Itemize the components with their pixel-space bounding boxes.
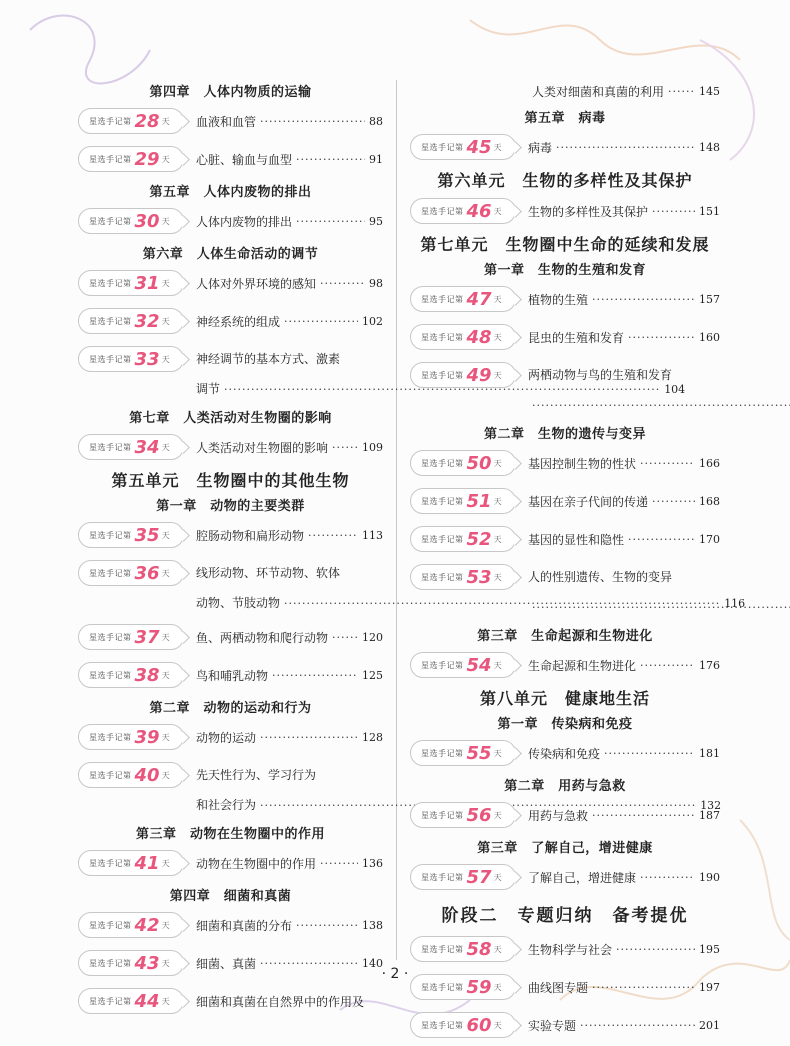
toc-entry[interactable] bbox=[78, 844, 383, 882]
entry-page: 140 bbox=[362, 956, 383, 970]
leader-dots bbox=[628, 533, 695, 546]
badge-day-number: 41 bbox=[134, 852, 160, 874]
badge-day-number: 38 bbox=[134, 664, 160, 686]
leader-dots bbox=[532, 399, 790, 412]
entry-page: 195 bbox=[699, 942, 720, 956]
entry-title: 人体内废物的排出 bbox=[196, 214, 293, 229]
badge-prefix: 星选手记第 bbox=[89, 920, 132, 930]
entry-title: 基因控制生物的性状 bbox=[528, 456, 637, 471]
badge-day-number: 57 bbox=[466, 866, 492, 888]
badge-day-number: 51 bbox=[466, 490, 492, 512]
badge-prefix: 星选手记第 bbox=[421, 534, 464, 544]
day-badge bbox=[78, 346, 184, 372]
entry-title: 鱼、两栖动物和爬行动物 bbox=[196, 630, 329, 645]
badge-suffix: 天 bbox=[161, 996, 170, 1006]
day-badge bbox=[78, 662, 184, 688]
day-badge bbox=[410, 802, 516, 828]
entry-page: 190 bbox=[699, 870, 720, 884]
badge-day-number: 36 bbox=[134, 562, 160, 584]
entry-page: 91 bbox=[369, 152, 383, 166]
badge-prefix: 星选手记第 bbox=[89, 568, 132, 578]
badge-day-number: 50 bbox=[466, 452, 492, 474]
entry-title: 细菌、真菌 bbox=[196, 956, 257, 971]
leader-dots bbox=[260, 115, 365, 128]
badge-suffix: 天 bbox=[161, 442, 170, 452]
badge-prefix: 星选手记第 bbox=[421, 370, 464, 380]
entry-page: 95 bbox=[369, 214, 383, 228]
entry-title: 传染病和免疫 bbox=[528, 746, 601, 761]
day-badge bbox=[78, 988, 184, 1014]
badge-prefix: 星选手记第 bbox=[421, 572, 464, 582]
badge-prefix: 星选手记第 bbox=[89, 216, 132, 226]
badge-suffix: 天 bbox=[493, 1020, 502, 1030]
badge-prefix: 星选手记第 bbox=[421, 810, 464, 820]
badge-suffix: 天 bbox=[161, 770, 170, 780]
unit-heading: 第八单元 健康地生活 bbox=[479, 688, 650, 708]
chapter-heading: 第一章 动物的主要类群 bbox=[156, 498, 305, 514]
badge-prefix: 星选手记第 bbox=[89, 278, 132, 288]
day-badge bbox=[410, 564, 516, 590]
badge-day-number: 28 bbox=[134, 110, 160, 132]
entry-title: 细菌和真菌在自然界中的作用及 bbox=[196, 994, 365, 1009]
day-badge bbox=[78, 762, 184, 788]
day-badge bbox=[410, 134, 516, 160]
unit-heading: 第六单元 生物的多样性及其保护 bbox=[437, 170, 693, 190]
toc-entry[interactable] bbox=[78, 140, 383, 178]
badge-suffix: 天 bbox=[493, 872, 502, 882]
badge-prefix: 星选手记第 bbox=[89, 858, 132, 868]
toc-entry[interactable] bbox=[78, 906, 383, 944]
toc-entry[interactable] bbox=[78, 302, 383, 340]
badge-day-number: 52 bbox=[466, 528, 492, 550]
badge-day-number: 34 bbox=[134, 436, 160, 458]
badge-suffix: 天 bbox=[493, 496, 502, 506]
leader-dots bbox=[640, 659, 695, 672]
entry-title: 生物科学与社会 bbox=[528, 942, 613, 957]
badge-suffix: 天 bbox=[493, 944, 502, 954]
day-badge bbox=[410, 488, 516, 514]
day-badge bbox=[78, 208, 184, 234]
toc-entry[interactable] bbox=[78, 102, 383, 140]
badge-prefix: 星选手记第 bbox=[89, 958, 132, 968]
entry-title: 植物的生殖 bbox=[528, 292, 589, 307]
badge-day-number: 54 bbox=[466, 654, 492, 676]
badge-day-number: 45 bbox=[466, 136, 492, 158]
entry-page: 197 bbox=[699, 980, 720, 994]
entry-page: 120 bbox=[362, 630, 383, 644]
badge-suffix: 天 bbox=[493, 370, 502, 380]
badge-day-number: 47 bbox=[466, 288, 492, 310]
entry-page: 181 bbox=[699, 746, 720, 760]
badge-day-number: 43 bbox=[134, 952, 160, 974]
badge-day-number: 44 bbox=[134, 990, 160, 1012]
badge-prefix: 星选手记第 bbox=[421, 1020, 464, 1030]
entry-title: 腔肠动物和扁形动物 bbox=[196, 528, 305, 543]
entry-page: 98 bbox=[369, 276, 383, 290]
toc-entry[interactable] bbox=[78, 428, 383, 466]
badge-suffix: 天 bbox=[493, 332, 502, 342]
leader-dots bbox=[320, 857, 358, 870]
badge-prefix: 星选手记第 bbox=[421, 660, 464, 670]
day-badge bbox=[78, 270, 184, 296]
badge-suffix: 天 bbox=[493, 142, 502, 152]
entry-page: 113 bbox=[362, 528, 383, 542]
badge-suffix: 天 bbox=[493, 294, 502, 304]
day-badge bbox=[410, 936, 516, 962]
entry-title: 动物在生物圈中的作用 bbox=[196, 856, 317, 871]
badge-prefix: 星选手记第 bbox=[89, 732, 132, 742]
toc-entry[interactable] bbox=[410, 356, 720, 420]
toc-entry[interactable] bbox=[410, 280, 720, 318]
day-badge bbox=[410, 1012, 516, 1038]
toc-entry[interactable] bbox=[410, 796, 720, 834]
leader-dots bbox=[332, 631, 358, 644]
page-number: · 2 · bbox=[381, 966, 409, 982]
leader-dots bbox=[532, 601, 790, 614]
entry-title: 神经调节的基本方式、激素 bbox=[196, 352, 341, 366]
badge-suffix: 天 bbox=[161, 154, 170, 164]
chapter-heading: 第二章 生物的遗传与变异 bbox=[483, 426, 646, 442]
leader-dots bbox=[260, 731, 358, 744]
stage-heading: 阶段二 专题归纳 备考提优 bbox=[441, 905, 689, 926]
entry-page: 187 bbox=[699, 808, 720, 822]
leader-dots bbox=[296, 919, 358, 932]
badge-day-number: 53 bbox=[466, 566, 492, 588]
badge-day-number: 37 bbox=[134, 626, 160, 648]
day-badge bbox=[410, 198, 516, 224]
badge-day-number: 31 bbox=[134, 272, 160, 294]
entry-page: 88 bbox=[369, 114, 383, 128]
badge-prefix: 星选手记第 bbox=[89, 316, 132, 326]
entry-page: 160 bbox=[699, 330, 720, 344]
chapter-heading: 第三章 动物在生物圈中的作用 bbox=[135, 826, 325, 842]
badge-prefix: 星选手记第 bbox=[89, 670, 132, 680]
unit-heading: 第七单元 生物圈中生命的延续和发展 bbox=[420, 234, 710, 254]
entry-title: 先天性行为、学习行为 bbox=[196, 768, 317, 782]
badge-prefix: 星选手记第 bbox=[421, 944, 464, 954]
day-badge bbox=[78, 850, 184, 876]
day-badge bbox=[78, 308, 184, 334]
badge-suffix: 天 bbox=[493, 534, 502, 544]
entry-page: 132 bbox=[700, 798, 722, 812]
day-badge bbox=[78, 624, 184, 650]
entry-title: 曲线图专题 bbox=[528, 980, 589, 995]
entry-title: 生命起源和生物进化 bbox=[528, 658, 637, 673]
toc-entry[interactable] bbox=[410, 192, 720, 230]
entry-page: 166 bbox=[699, 456, 720, 470]
badge-prefix: 星选手记第 bbox=[421, 458, 464, 468]
day-badge bbox=[410, 450, 516, 476]
entry-title: 病毒 bbox=[528, 140, 553, 155]
leader-dots bbox=[592, 809, 695, 822]
badge-prefix: 星选手记第 bbox=[421, 206, 464, 216]
entry-title: 鸟和哺乳动物 bbox=[196, 668, 269, 683]
badge-suffix: 天 bbox=[161, 858, 170, 868]
toc-entry[interactable] bbox=[410, 128, 720, 166]
badge-suffix: 天 bbox=[493, 982, 502, 992]
badge-day-number: 39 bbox=[134, 726, 160, 748]
leader-dots bbox=[640, 871, 695, 884]
entry-second-line bbox=[528, 394, 790, 416]
leader-dots bbox=[284, 315, 358, 328]
entry-page: 109 bbox=[362, 440, 383, 454]
day-badge bbox=[410, 864, 516, 890]
leader-dots bbox=[604, 747, 695, 760]
entry-title: 人的性别遗传、生物的变异 bbox=[528, 570, 673, 584]
entry-title: 生物的多样性及其保护 bbox=[528, 204, 649, 219]
column-divider bbox=[396, 80, 397, 960]
entry-title: 两栖动物与鸟的生殖和发育 bbox=[528, 368, 673, 382]
badge-suffix: 天 bbox=[161, 670, 170, 680]
badge-suffix: 天 bbox=[161, 116, 170, 126]
entry-title: 用药与急救 bbox=[528, 808, 589, 823]
leader-dots bbox=[640, 457, 695, 470]
badge-suffix: 天 bbox=[161, 920, 170, 930]
badge-prefix: 星选手记第 bbox=[421, 142, 464, 152]
toc-entry[interactable] bbox=[78, 656, 383, 694]
badge-day-number: 59 bbox=[466, 976, 492, 998]
badge-day-number: 42 bbox=[134, 914, 160, 936]
entry-title: 昆虫的生殖和发育 bbox=[528, 330, 625, 345]
chapter-heading: 第四章 人体内物质的运输 bbox=[149, 84, 312, 100]
entry-page: 176 bbox=[699, 658, 720, 672]
badge-day-number: 32 bbox=[134, 310, 160, 332]
entry-title-cont: 调节 bbox=[196, 382, 221, 396]
badge-day-number: 30 bbox=[134, 210, 160, 232]
badge-day-number: 49 bbox=[466, 364, 492, 386]
chapter-heading: 第四章 细菌和真菌 bbox=[169, 888, 292, 904]
unit-heading: 第五单元 生物圈中的其他生物 bbox=[111, 470, 350, 490]
entry-page: 148 bbox=[699, 140, 720, 154]
toc-entry[interactable] bbox=[78, 618, 383, 656]
chapter-heading: 第五章 病毒 bbox=[524, 110, 606, 126]
toc-entry[interactable] bbox=[410, 930, 720, 968]
entry-page: 116 bbox=[724, 596, 746, 610]
chapter-heading: 第七章 人类活动对生物圈的影响 bbox=[129, 410, 332, 426]
leader-dots bbox=[272, 669, 358, 682]
toc-entry[interactable] bbox=[410, 858, 720, 896]
badge-suffix: 天 bbox=[161, 530, 170, 540]
badge-suffix: 天 bbox=[493, 458, 502, 468]
day-badge bbox=[78, 724, 184, 750]
day-badge bbox=[78, 912, 184, 938]
entry-page: 151 bbox=[699, 204, 720, 218]
badge-day-number: 58 bbox=[466, 938, 492, 960]
entry-second-line bbox=[528, 596, 790, 618]
badge-suffix: 天 bbox=[161, 632, 170, 642]
toc-entry[interactable] bbox=[410, 558, 720, 622]
day-badge bbox=[410, 362, 516, 388]
leader-dots bbox=[652, 495, 695, 508]
badge-prefix: 星选手记第 bbox=[89, 116, 132, 126]
chapter-heading: 第二章 用药与急救 bbox=[504, 778, 626, 794]
day-badge bbox=[410, 652, 516, 678]
entry-title: 人类对细菌和真菌的利用 bbox=[532, 84, 665, 99]
badge-suffix: 天 bbox=[493, 748, 502, 758]
leader-dots bbox=[628, 331, 695, 344]
leader-dots bbox=[616, 943, 695, 956]
badge-day-number: 40 bbox=[134, 764, 160, 786]
toc-entry[interactable] bbox=[78, 982, 383, 1020]
badge-prefix: 星选手记第 bbox=[89, 996, 132, 1006]
chapter-heading: 第六章 人体生命活动的调节 bbox=[142, 246, 319, 262]
entry-page: 170 bbox=[699, 532, 720, 546]
toc-right-column bbox=[410, 78, 720, 1044]
badge-day-number: 55 bbox=[466, 742, 492, 764]
badge-day-number: 46 bbox=[466, 200, 492, 222]
chapter-heading: 第五章 人体内废物的排出 bbox=[149, 184, 312, 200]
badge-suffix: 天 bbox=[161, 958, 170, 968]
entry-title: 人类活动对生物圈的影响 bbox=[196, 440, 329, 455]
entry-title: 血液和血管 bbox=[196, 114, 257, 129]
chapter-heading: 第二章 动物的运动和行为 bbox=[149, 700, 312, 716]
chapter-heading: 第一章 生物的生殖和发育 bbox=[483, 262, 646, 278]
badge-day-number: 35 bbox=[134, 524, 160, 546]
badge-suffix: 天 bbox=[493, 810, 502, 820]
entry-title: 基因的显性和隐性 bbox=[528, 532, 625, 547]
entry-page: 102 bbox=[362, 314, 383, 328]
leader-dots bbox=[652, 205, 695, 218]
leader-dots bbox=[332, 441, 358, 454]
badge-prefix: 星选手记第 bbox=[421, 748, 464, 758]
day-badge bbox=[410, 286, 516, 312]
leader-dots bbox=[592, 981, 695, 994]
badge-suffix: 天 bbox=[161, 278, 170, 288]
toc-entry[interactable] bbox=[410, 646, 720, 684]
entry-title: 实验专题 bbox=[528, 1018, 577, 1033]
toc-entry[interactable] bbox=[78, 718, 383, 756]
leader-dots bbox=[296, 215, 365, 228]
badge-suffix: 天 bbox=[161, 354, 170, 364]
toc-entry[interactable] bbox=[410, 482, 720, 520]
badge-prefix: 星选手记第 bbox=[89, 770, 132, 780]
entry-title: 细菌和真菌的分布 bbox=[196, 918, 293, 933]
badge-day-number: 60 bbox=[466, 1014, 492, 1036]
badge-suffix: 天 bbox=[493, 206, 502, 216]
entry-title: 基因在亲子代间的传递 bbox=[528, 494, 649, 509]
chapter-heading: 第一章 传染病和免疫 bbox=[497, 716, 633, 732]
entry-title-cont: 动物、节肢动物 bbox=[196, 596, 281, 610]
entry-text bbox=[528, 356, 790, 416]
leader-dots bbox=[580, 1019, 695, 1032]
badge-day-number: 56 bbox=[466, 804, 492, 826]
leader-dots bbox=[296, 153, 365, 166]
badge-prefix: 星选手记第 bbox=[421, 332, 464, 342]
badge-day-number: 48 bbox=[466, 326, 492, 348]
badge-prefix: 星选手记第 bbox=[89, 442, 132, 452]
day-badge bbox=[78, 522, 184, 548]
leader-dots bbox=[320, 277, 365, 290]
badge-suffix: 天 bbox=[161, 732, 170, 742]
day-badge bbox=[410, 324, 516, 350]
toc-entry[interactable] bbox=[78, 202, 383, 240]
badge-prefix: 星选手记第 bbox=[421, 294, 464, 304]
toc-entry[interactable] bbox=[410, 1006, 720, 1044]
badge-suffix: 天 bbox=[161, 216, 170, 226]
day-badge bbox=[410, 526, 516, 552]
entry-page: 104 bbox=[664, 382, 686, 396]
entry-page: 145 bbox=[699, 84, 720, 98]
entry-page: 136 bbox=[362, 856, 383, 870]
badge-prefix: 星选手记第 bbox=[421, 496, 464, 506]
badge-suffix: 天 bbox=[161, 568, 170, 578]
entry-page: 157 bbox=[699, 292, 720, 306]
toc-entry[interactable] bbox=[410, 318, 720, 356]
entry-title: 线形动物、环节动物、软体 bbox=[196, 566, 341, 580]
badge-suffix: 天 bbox=[161, 316, 170, 326]
badge-prefix: 星选手记第 bbox=[89, 632, 132, 642]
badge-suffix: 天 bbox=[493, 660, 502, 670]
badge-prefix: 星选手记第 bbox=[421, 872, 464, 882]
entry-page: 125 bbox=[362, 668, 383, 682]
entry-title: 了解自己，增进健康 bbox=[528, 870, 637, 885]
entry-text bbox=[528, 558, 790, 618]
chapter-heading: 第三章 了解自己，增进健康 bbox=[477, 840, 653, 856]
day-badge bbox=[410, 740, 516, 766]
badge-day-number: 29 bbox=[134, 148, 160, 170]
day-badge bbox=[78, 560, 184, 586]
day-badge bbox=[78, 108, 184, 134]
entry-title: 动物的运动 bbox=[196, 730, 257, 745]
day-badge bbox=[78, 434, 184, 460]
badge-prefix: 星选手记第 bbox=[89, 154, 132, 164]
entry-page: 201 bbox=[699, 1018, 720, 1032]
leader-dots bbox=[308, 529, 358, 542]
entry-title: 神经系统的组成 bbox=[196, 314, 281, 329]
badge-prefix: 星选手记第 bbox=[421, 982, 464, 992]
badge-suffix: 天 bbox=[493, 572, 502, 582]
toc-entry[interactable] bbox=[410, 444, 720, 482]
toc-entry[interactable] bbox=[78, 264, 383, 302]
badge-day-number: 33 bbox=[134, 348, 160, 370]
leader-dots bbox=[668, 85, 695, 98]
badge-prefix: 星选手记第 bbox=[89, 354, 132, 364]
entry-page: 168 bbox=[699, 494, 720, 508]
chapter-heading: 第三章 生命起源和生物进化 bbox=[477, 628, 653, 644]
toc-entry-continuation[interactable] bbox=[410, 78, 720, 104]
entry-title-cont: 和社会行为 bbox=[196, 798, 257, 812]
toc-entry[interactable] bbox=[410, 734, 720, 772]
entry-page: 138 bbox=[362, 918, 383, 932]
entry-page: 128 bbox=[362, 730, 383, 744]
entry-title: 人体对外界环境的感知 bbox=[196, 276, 317, 291]
toc-entry[interactable] bbox=[410, 520, 720, 558]
entry-title: 心脏、输血与血型 bbox=[196, 152, 293, 167]
badge-prefix: 星选手记第 bbox=[89, 530, 132, 540]
leader-dots bbox=[556, 141, 695, 154]
toc-entry[interactable] bbox=[78, 516, 383, 554]
leader-dots bbox=[592, 293, 695, 306]
day-badge bbox=[78, 146, 184, 172]
